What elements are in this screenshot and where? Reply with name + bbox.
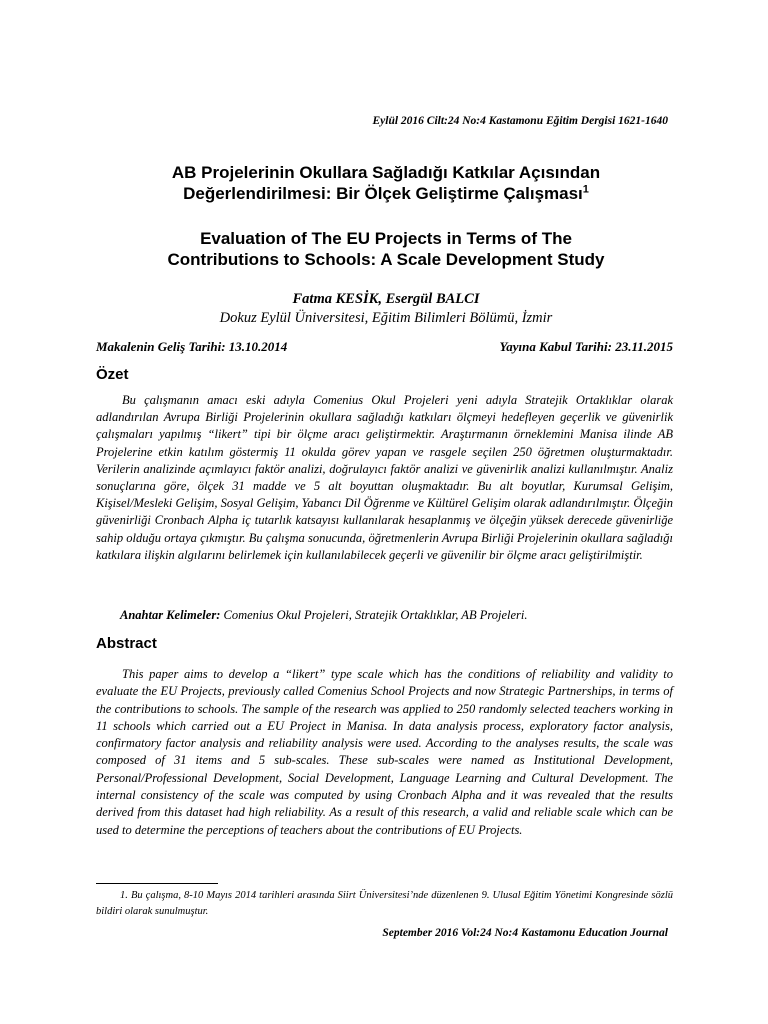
authors: Fatma KESİK, Esergül BALCI [292,291,480,307]
keywords-text: Comenius Okul Projeleri, Stratejik Ortaklıklar, AB Projeleri. [220,608,528,622]
title-english [96,228,676,270]
ozet-heading: Özet [96,366,129,383]
footnote-text: 1. Bu çalışma, 8-10 Mayıs 2014 tarihleri arasında Siirt Üniversitesi’nde düzenlenen 9. Ulusal Eğitim Yönetimi Kongresinde sözlü bildiri olarak sunulmuştur. [96,890,673,917]
keywords-label: Anahtar Kelimeler: [120,608,221,622]
received-date: Makalenin Geliş Tarihi: 13.10.2014 [96,339,288,354]
title-turkish-line-2 [96,183,676,204]
footnote-divider [96,883,218,884]
title-footnote-mark[interactable]: 1 [582,183,589,196]
journal-header: Eylül 2016 Cilt:24 No:4 Kastamonu Eğitim Dergisi 1621-1640 [372,115,668,127]
abstract-heading: Abstract [96,635,157,652]
title-english-line-1: Evaluation of The EU Projects in Terms of The [200,229,572,248]
title-turkish-line-1: AB Projelerinin Okullara Sağladığı Katkılar Açısından [171,163,601,182]
ozet-text: Bu çalışmanın amacı eski adıyla Comenius Okul Projeleri yeni adıyla Stratejik Ortaklıklar olarak adlandırılan Avrupa Birliği Projelerinin okullara sağladığı katkıları ölçmeyi hedefleyen geçerlik ve güvenirlik çalışmaları yapılmış “likert” tipi bir ölçme aracı geliştirmektir. Araştırmanın örneklemini Manisa ilinde AB Projelerine etkin katılım göstermiş 11 okulda görev yapan ve rasgele seçilen 250 öğretmen oluşturmaktadır. Verilerin analizinde açımlayıcı faktör analizi, doğrulayıcı faktör analizi ve güvenirlik analizi kullanılmıştır. Analiz sonuçlarına göre, ölçek 31 madde ve 5 alt boyuttan oluşmaktadır. Bu alt boyutlar, Kurumsal Gelişim, Kişisel/Mesleki Gelişim, Sosyal Gelişim, Yabancı Dil Öğrenme ve Kültürel Gelişim olarak adlandırılmıştır. Ölçeğin güvenirliği Cronbach Alpha iç tutarlık katsayısı kullanılarak hesaplanmış ve ölçeğin yüksek derecede güvenirliğe sahip olduğu ortaya çıkmıştır. Bu çalışma sonucunda, öğretmenlerin Avrupa Birliği Projelerinin okullara sağladığı katkılara ilişkin algılarını belirlemek için kullanılabilecek geçerli ve güvenilir bir ölçme aracı geliştirilmiştir. [96,393,673,562]
journal-footer: September 2016 Vol:24 No:4 Kastamonu Education Journal [382,927,668,939]
accepted-date: Yayına Kabul Tarihi: 23.11.2015 [499,339,673,354]
title-turkish [96,162,676,204]
abstract-text: This paper aims to develop a “likert” type scale which has the conditions of reliability and validity to evaluate the EU Projects, previously called Comenius School Projects and now Strategic Partnerships, in terms of the contributions to schools. The sample of the research was applied to 250 randomly selected teachers working in 11 schools which carried out a EU Project in Manisa. In data analysis process, exploratory factor analysis, confirmatory factor analysis and reliability analysis were used. According to the analyses results, the scale was composed of 31 items and 5 sub-scales. These sub-scales were named as Institutional Development, Personal/Professional Development, Social Development, Language Learning and Cultural Development. The internal consistency of the scale was computed by using Cronbach Alpha and it was revealed that the results derived from this dataset had high reliability. As a result of this research, a valid and reliable scale which can be used to determine the perceptions of teachers about the contributions of EU Projects. [96,667,673,837]
keywords [120,608,673,623]
title-turkish-line-2-text: Değerlendirilmesi: Bir Ölçek Geliştirme Çalışması [183,184,583,203]
title-english-line-2: Contributions to Schools: A Scale Development Study [167,250,605,269]
affiliation: Dokuz Eylül Üniversitesi, Eğitim Bilimleri Bölümü, İzmir [219,310,553,326]
